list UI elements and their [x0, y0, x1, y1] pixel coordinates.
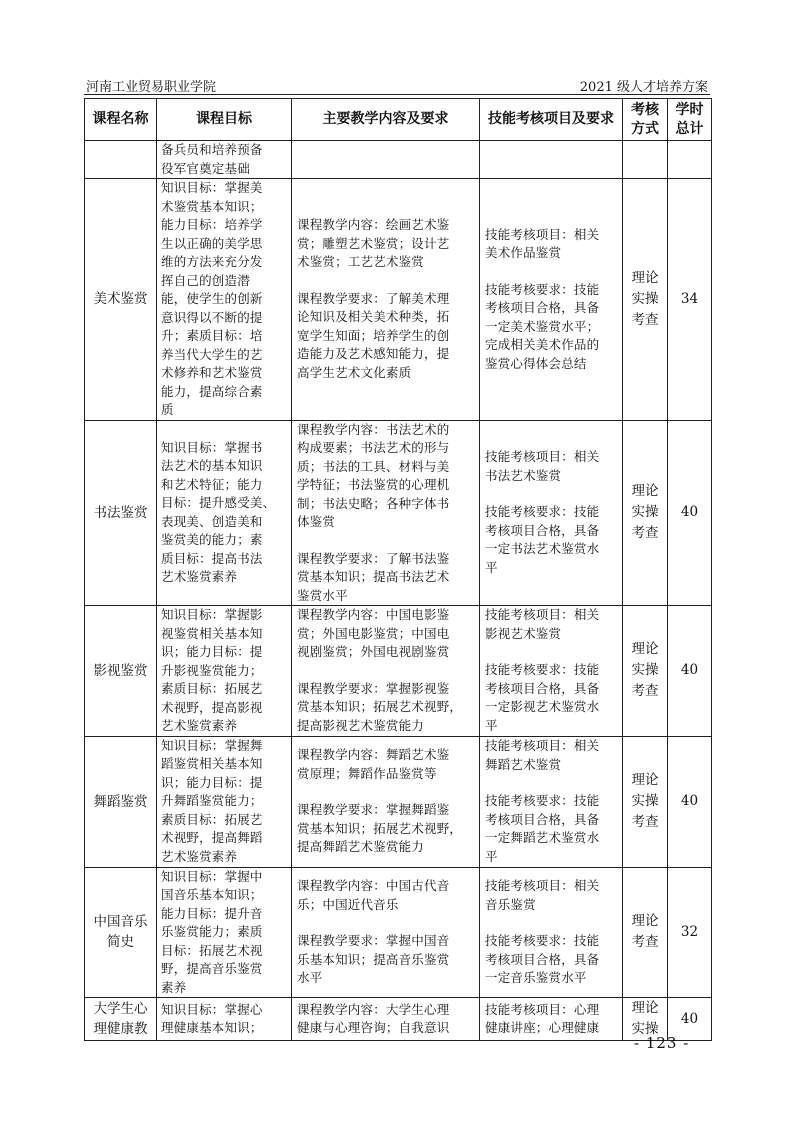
- requirement-text: 课程教学要求：了解书法鉴 赏基本知识；提高书法艺术 鉴赏水平: [297, 550, 450, 603]
- skill-item-text: 技能考核项目：相关 舞蹈艺术鉴赏: [485, 738, 600, 772]
- content-text: 课程教学内容：绘画艺术鉴 赏；雕塑艺术鉴赏；设计艺 术鉴赏；工艺艺术鉴赏: [297, 217, 450, 270]
- table-row: [85, 867, 712, 998]
- method-cell: 理论 实操 考查: [623, 179, 668, 421]
- hours-cell: 34: [668, 179, 712, 421]
- course-goal-cell: 知识目标：掌握舞 蹈鉴赏相关基本知 识；能力目标：提 升舞蹈鉴赏能力； 素质目标：拓展艺 术视野，提高舞蹈 艺术鉴赏素养: [157, 736, 292, 867]
- table-row: [85, 141, 712, 179]
- plan-title: 2021 级人才培养方案: [579, 80, 708, 95]
- hours-cell: 40: [668, 606, 712, 737]
- hours-cell: 40: [668, 420, 712, 606]
- method-cell: 理论 考查: [623, 867, 668, 998]
- skill-cell: 技能考核项目：心理 健康讲座；心理健康: [480, 998, 623, 1041]
- skill-requirement-text: 技能考核要求：技能 考核项目合格，具备 一定影视艺术鉴赏水 平: [485, 662, 600, 733]
- course-name-cell: 书法鉴赏: [85, 420, 157, 606]
- course-name-cell: 中国音乐 简史: [85, 867, 157, 998]
- course-goal-cell: 知识目标：掌握书 法艺术的基本知识 和艺术特征；能力 目标：提升感受美、 表现美、创造美和 鉴赏美的能力；素 质目标：提高书法 艺术鉴赏素养: [157, 420, 292, 606]
- method-cell: 理论 实操 考查: [623, 420, 668, 606]
- table-header-row: [85, 99, 712, 141]
- content-cell: [292, 141, 480, 179]
- course-name-cell: 美术鉴赏: [85, 179, 157, 421]
- content-text: 课程教学内容：舞蹈艺术鉴 赏原理；舞蹈作品鉴赏等: [297, 747, 450, 781]
- requirement-text: 课程教学要求：掌握中国音 乐基本知识；提高音乐鉴赏 水平: [297, 933, 450, 985]
- col-header-total-hours: 学时 总计: [668, 99, 712, 141]
- skill-cell: [480, 606, 623, 737]
- table-row: [85, 998, 712, 1041]
- hours-cell: 40: [668, 736, 712, 867]
- table-row: [85, 179, 712, 421]
- skill-requirement-text: 技能考核要求：技能 考核项目合格，具备 一定音乐鉴赏水平: [485, 933, 600, 985]
- content-cell: [292, 179, 480, 421]
- page-header: [84, 72, 710, 96]
- hours-cell: 32: [668, 867, 712, 998]
- course-name-cell: 舞蹈鉴赏: [85, 736, 157, 867]
- skill-cell: [480, 867, 623, 998]
- col-header-content: 主要教学内容及要求: [292, 99, 480, 141]
- content-text: 课程教学内容：中国古代音 乐；中国近代音乐: [297, 878, 450, 912]
- hours-cell: [668, 141, 712, 179]
- method-cell: 理论 实操 考查: [623, 736, 668, 867]
- requirement-text: 课程教学要求：了解美术理 论知识及相关美术种类，拓 宽学生知面；培养学生的创 造能力及艺术感知能力，提 高学生艺术文化素质: [297, 290, 450, 380]
- table-row: [85, 606, 712, 737]
- skill-requirement-text: 技能考核要求：技能 考核项目合格，具备 一定舞蹈艺术鉴赏水 平: [485, 793, 600, 864]
- skill-cell: [480, 141, 623, 179]
- course-name-cell: 大学生心 理健康教: [85, 998, 157, 1041]
- col-header-assessment-method: 考核 方式: [623, 99, 668, 141]
- course-name-cell: 影视鉴赏: [85, 606, 157, 737]
- skill-cell: [480, 420, 623, 606]
- skill-cell: [480, 736, 623, 867]
- course-goal-cell: 备兵员和培养预备 役军官奠定基础: [157, 141, 292, 179]
- content-cell: [292, 606, 480, 737]
- content-text: 课程教学内容：书法艺术的 构成要素；书法艺术的形与 质；书法的工具、材料与美 学特征；书法鉴赏的心理机 制；书法史略；各种字体书 体鉴赏: [297, 421, 450, 529]
- skill-item-text: 技能考核项目：相关 影视艺术鉴赏: [485, 607, 600, 641]
- col-header-skill-assessment: 技能考核项目及要求: [480, 99, 623, 141]
- skill-item-text: 技能考核项目：相关 书法艺术鉴赏: [485, 449, 600, 483]
- course-goal-cell: 知识目标：掌握影 视鉴赏相关基本知 识；能力目标：提 升影视鉴赏能力； 素质目标：拓展艺 术视野，提高影视 艺术鉴赏素养: [157, 606, 292, 737]
- header-divider: [84, 94, 710, 95]
- course-goal-cell: 知识目标：掌握美 术鉴赏基本知识； 能力目标：培养学 生以正确的美学思 维的方法来充分发 挥自己的创造潜 能，使学生的创新 意识得以不断的提 升；素质目标：培 养当代大学生的艺 术修养和艺术鉴赏 能力，提高综合素 质: [157, 179, 292, 421]
- skill-cell: [480, 179, 623, 421]
- requirement-text: 课程教学要求：掌握舞蹈鉴 赏基本知识；拓展艺术视野， 提高舞蹈艺术鉴赏能力: [297, 802, 463, 855]
- course-goal-cell: 知识目标：掌握心 理健康基本知识；: [157, 998, 292, 1041]
- skill-requirement-text: 技能考核要求：技能 考核项目合格，具备 一定书法艺术鉴赏水 平: [485, 504, 600, 575]
- col-header-course-name: 课程名称: [85, 99, 157, 141]
- method-cell: 理论 实操 考查: [623, 606, 668, 737]
- content-cell: [292, 420, 480, 606]
- content-text: 课程教学内容：中国电影鉴 赏；外国电影鉴赏；中国电 视剧鉴赏；外国电视剧鉴赏: [297, 607, 450, 660]
- curriculum-table: [84, 98, 712, 1041]
- content-cell: [292, 736, 480, 867]
- school-name: 河南工业贸易职业学院: [86, 80, 217, 95]
- col-header-course-goal: 课程目标: [157, 99, 292, 141]
- content-cell: 课程教学内容：大学生心理 健康与心理咨询；自我意识: [292, 998, 480, 1041]
- skill-item-text: 技能考核项目：相关 音乐鉴赏: [485, 878, 600, 912]
- table-row: [85, 420, 712, 606]
- hours-cell: 40: [668, 998, 712, 1041]
- method-cell: [623, 141, 668, 179]
- requirement-text: 课程教学要求：掌握影视鉴 赏基本知识；拓展艺术视野， 提高影视艺术鉴赏能力: [297, 680, 463, 733]
- method-cell: 理论 实操: [623, 998, 668, 1041]
- course-goal-cell: 知识目标：掌握中 国音乐基本知识； 能力目标：提升音 乐鉴赏能力；素质 目标：拓展艺术视 野，提高音乐鉴赏 素养: [157, 867, 292, 998]
- page-number: - 123 -: [634, 1034, 690, 1052]
- course-name-cell: [85, 141, 157, 179]
- skill-item-text: 技能考核项目：相关 美术作品鉴赏: [485, 226, 600, 260]
- table-row: [85, 736, 712, 867]
- skill-requirement-text: 技能考核要求：技能 考核项目合格，具备 一定美术鉴赏水平； 完成相关美术作品的 鉴赏心得体会总结: [485, 281, 600, 371]
- content-cell: [292, 867, 480, 998]
